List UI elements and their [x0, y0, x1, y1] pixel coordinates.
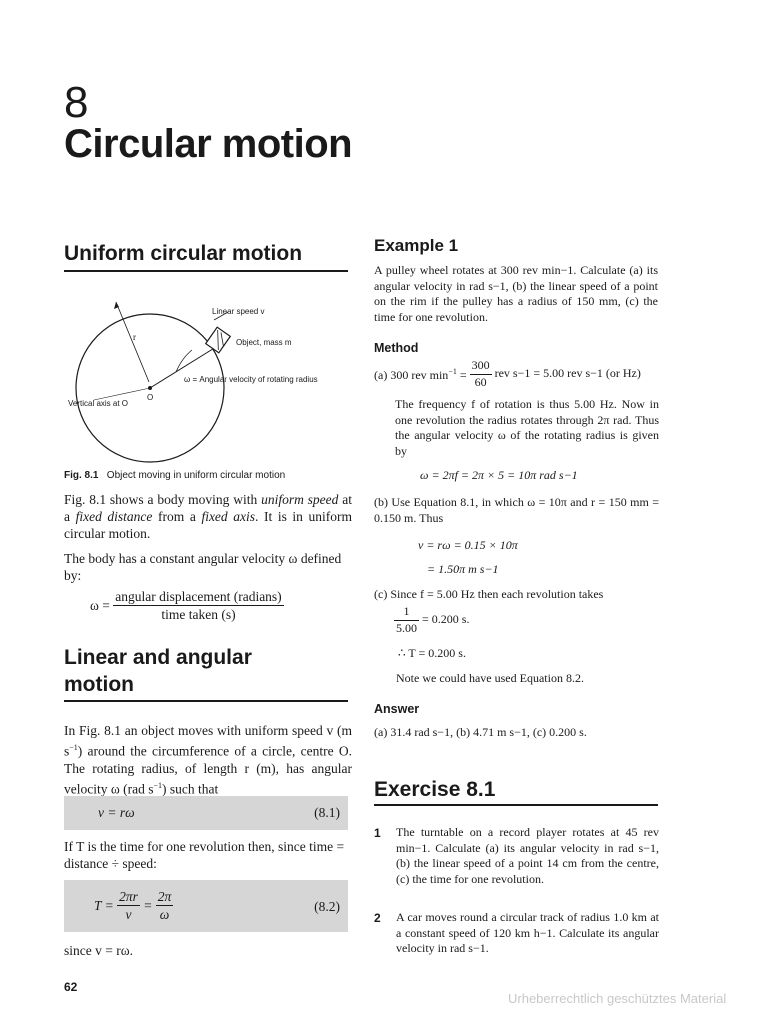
method-c-therefore: ∴ T = 0.200 s. [398, 646, 466, 660]
equation-omega: ω = $\frac{\text{angular displacement (radians)}}{\text{time taken (s)}}$ [90, 589, 282, 622]
equation-number: (8.1) [314, 805, 340, 820]
section-rule [64, 270, 348, 272]
label-o: O [147, 393, 154, 402]
equation-8-2: T = $\frac{2\pi r}{v}$ = $\frac{2\pi}{\omega}$ [94, 889, 172, 922]
equation-number: (8.2) [314, 899, 340, 914]
exercise-title: Exercise 8.1 [374, 778, 496, 801]
method-a-result: ω = 2πf = 2π × 5 = 10π rad s−1 [420, 468, 578, 482]
equation-box-8-2 [64, 880, 348, 932]
method-a-equation: (a) 300 rev $\min^{-1}$ = $\frac{300}{60}$ rev s−1 = 5.00 rev s−1 (or Hz) [374, 358, 641, 389]
label-omega: ω = Angular velocity of rotating radius [184, 375, 318, 384]
paragraph-uniform: Fig. 8.1 shows a body moving with uniform speed at a fixed distance from a fixed axis. It is in uniform circular motion. [64, 492, 353, 541]
figure-caption [64, 470, 354, 481]
answer-title: Answer [374, 702, 420, 716]
question-1-text: The turntable on a record player rotates at 45 rev min−1. Calculate (a) its angular velocity in rad s−1, (b) the linear speed of a point 14 cm from the centre, (c) the time for one revolution. [396, 825, 659, 886]
question-1-number: 1 [374, 826, 381, 840]
label-axis: Vertical axis at O [68, 399, 129, 408]
method-b-equation-2: = 1.50π m s−1 [427, 562, 499, 576]
example-title: Example 1 [374, 236, 459, 255]
section-title-linear-1: Linear and angular [64, 646, 252, 669]
method-b-line: (b) Use Equation 8.1, in which ω = 10π and r = 150 mm = 0.150 m. Thus [374, 495, 659, 525]
question-2-number: 2 [374, 911, 381, 925]
method-c-fraction: $\frac{1}{5.00}$ = 0.200 s. [396, 604, 470, 635]
paragraph-since: since v = rω. [64, 943, 133, 958]
figure-8-1 [64, 292, 354, 464]
label-r: r [133, 332, 136, 342]
omega-arrow [176, 350, 192, 372]
method-note: Note we could have used Equation 8.2. [396, 671, 584, 685]
question-2-text: A car moves round a circular track of radius 1.0 km at a constant speed of 120 km h−1. Calculate its angular velocity in rad s−1. [396, 910, 659, 955]
example-question: A pulley wheel rotates at 300 rev min−1. Calculate (a) its angular velocity in rad s−1, (b) the linear speed of a point on the rim if the pulley has a radius of 150 mm, (c) the time for one revolution. [374, 263, 658, 324]
page-number: 62 [64, 980, 78, 994]
chapter-title: Circular motion [64, 122, 353, 166]
equation-8-1: v = rω [98, 805, 135, 820]
label-linear-speed: Linear speed v [212, 307, 265, 316]
method-b-equation-1: v = rω = 0.15 × 10π [418, 538, 518, 552]
paragraph-angular-velocity: The body has a constant angular velocity ω defined by: [64, 551, 342, 583]
chapter-number: 8 [64, 78, 89, 127]
section-rule [374, 804, 658, 806]
section-title-linear-2: motion [64, 673, 134, 696]
method-title: Method [374, 341, 419, 355]
paragraph-linear: In Fig. 8.1 an object moves with uniform speed v (m $s^{-1}$) around the circumference of a circle, centre O. The rotating radius, of length r (m), has angular velocity ω (rad $s^{-1}$) such that [64, 723, 352, 796]
equation-box-8-1 [64, 796, 348, 830]
section-rule [64, 700, 348, 702]
method-a-paragraph: The frequency f of rotation is thus 5.00 Hz. Now in one revolution the radius rotates through 2π rad. Thus the angular velocity ω of the rotating radius is given by [395, 397, 659, 458]
watermark-text: Urheberrechtlich geschütztes Material [508, 991, 727, 1006]
caption-number: Fig. 8.1 [64, 470, 99, 481]
caption-text: Object moving in uniform circular motion [106, 470, 286, 481]
section-title-uniform: Uniform circular motion [64, 242, 303, 265]
answer-text: (a) 31.4 rad s−1, (b) 4.71 m s−1, (c) 0.200 s. [374, 725, 587, 739]
label-object: Object, mass m [236, 338, 292, 347]
paragraph-period: If T is the time for one revolution then, since time = distance ÷ speed: [64, 839, 345, 871]
method-c-line: (c) Since f = 5.00 Hz then each revolution takes [374, 587, 604, 601]
